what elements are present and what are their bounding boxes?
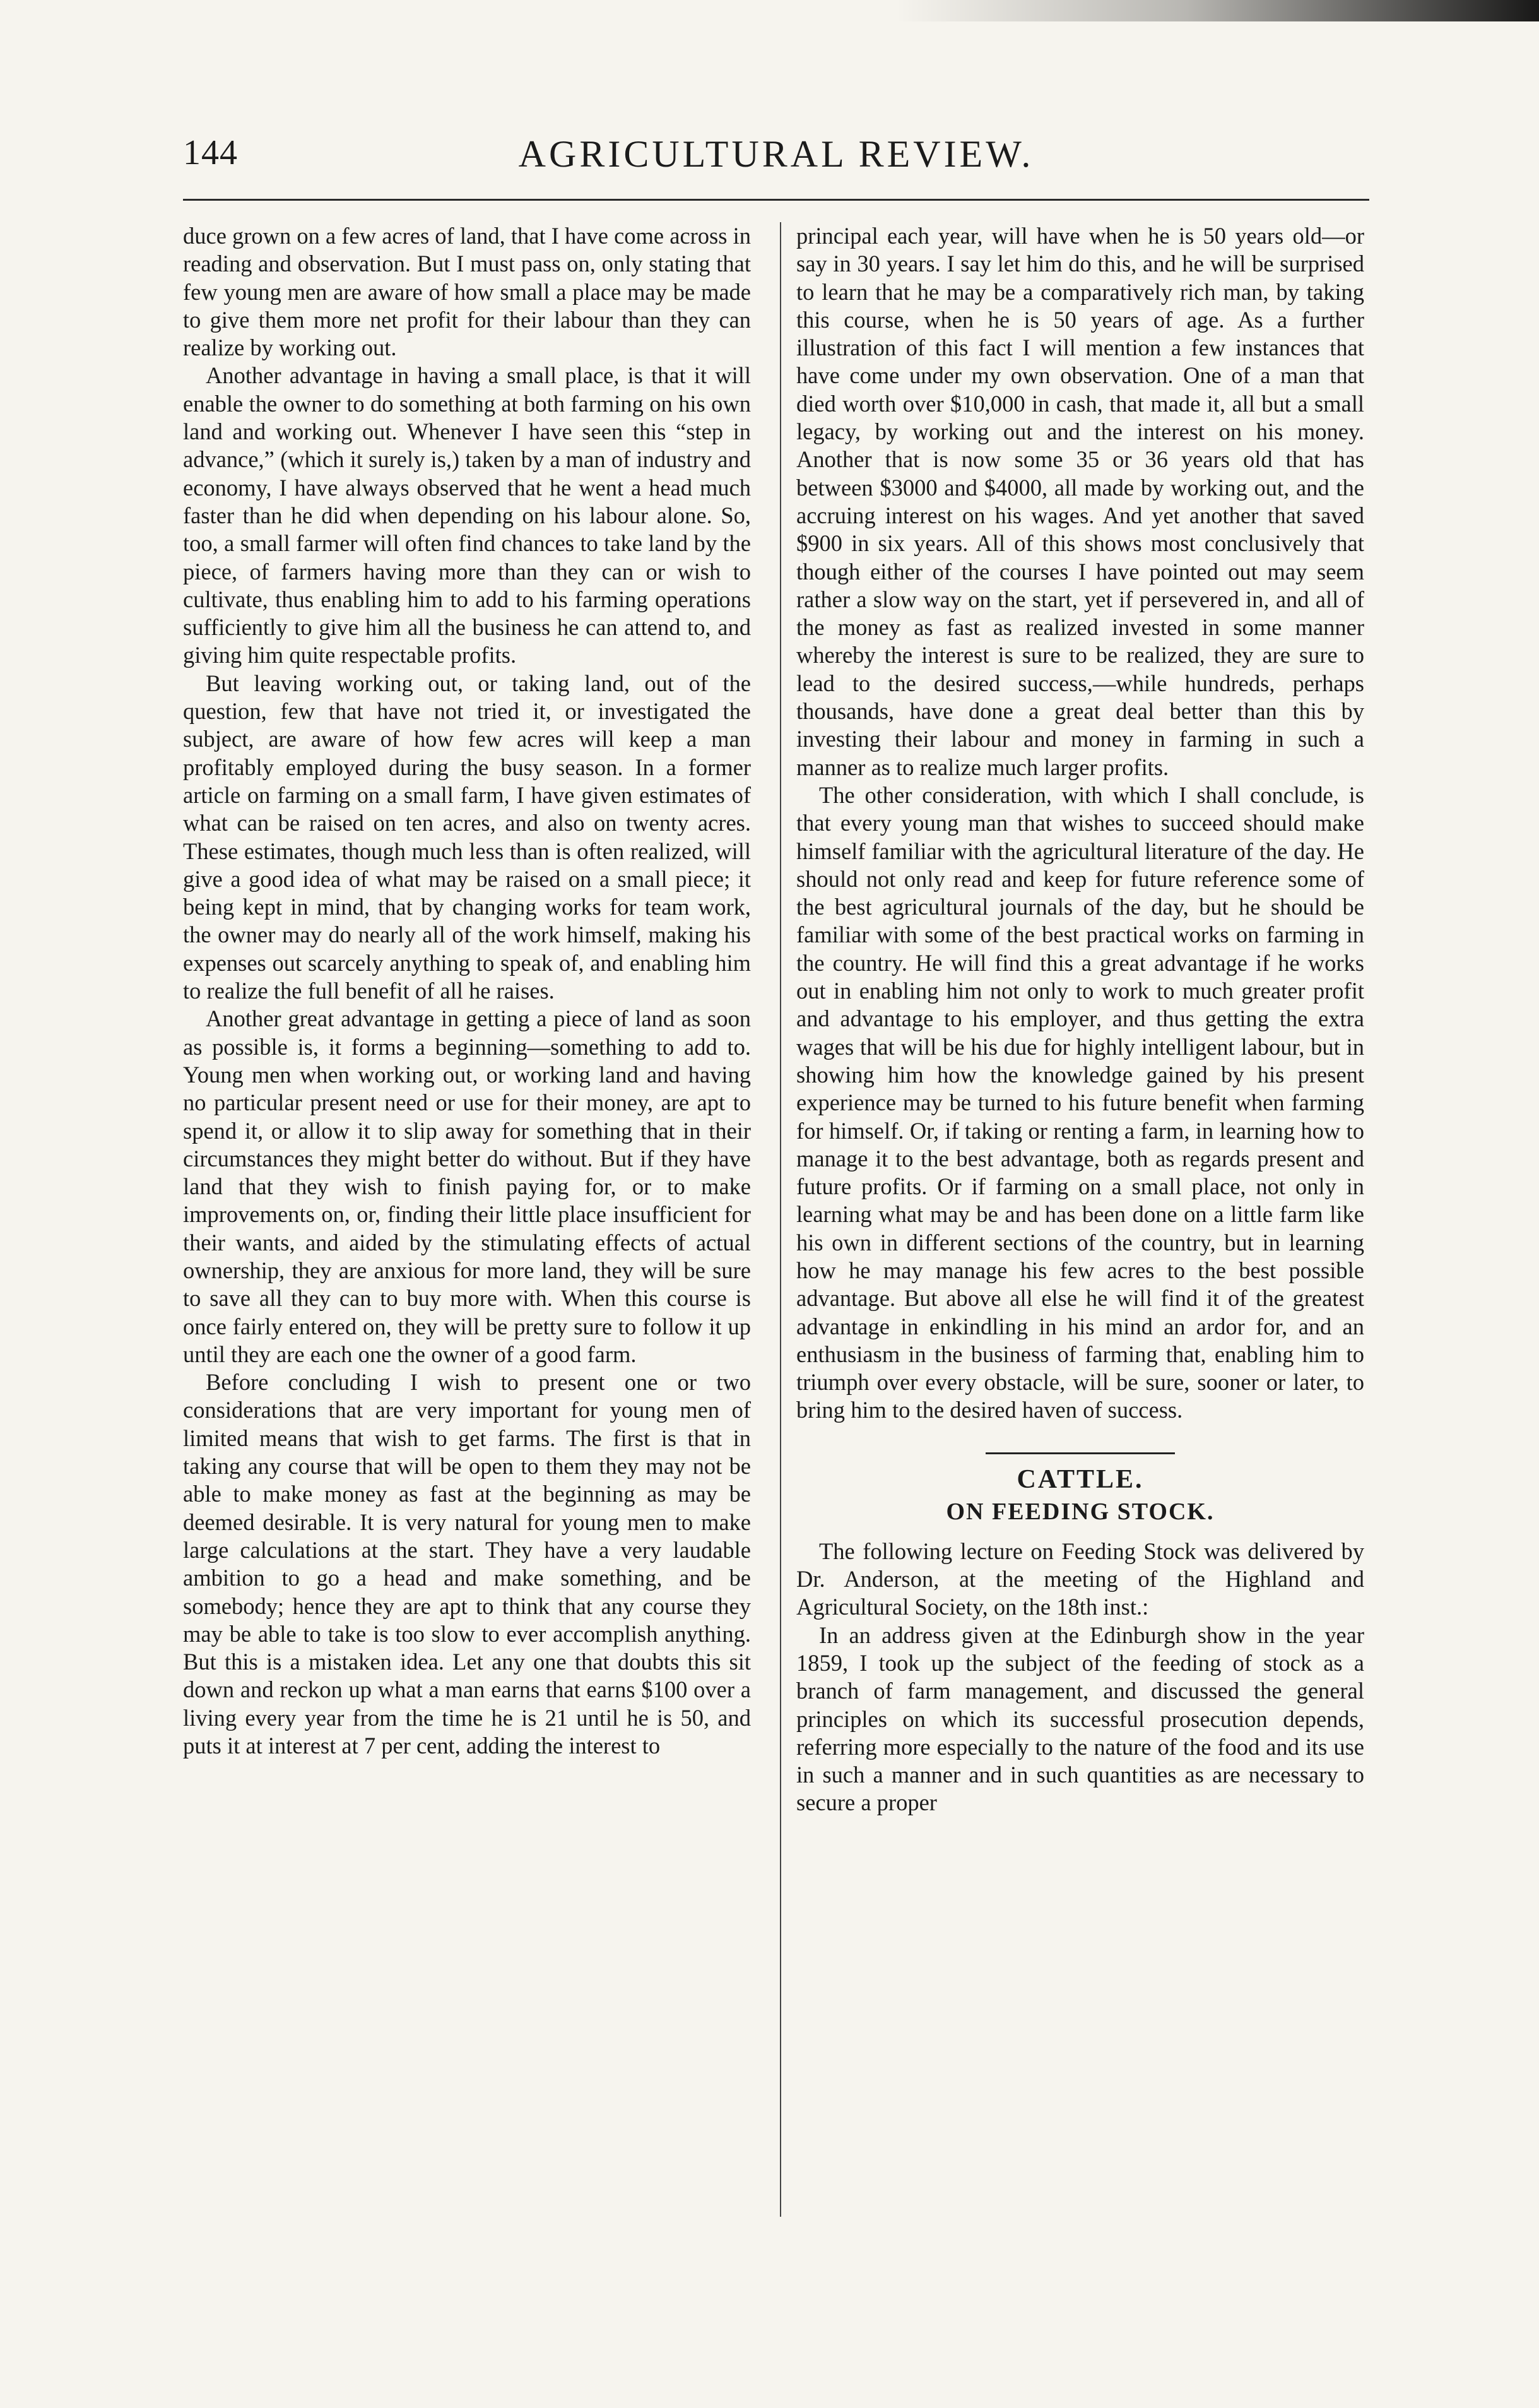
paragraph: The following lecture on Feeding Stock was delivered by Dr. Anderson, at the meeting of the Highland and Agricultural Society, on the 18th inst.: — [796, 1538, 1364, 1620]
page-number: 144 — [183, 133, 238, 172]
paragraph: Before concluding I wish to present one or two considerations that are very important for young men of limited means that wish to get farms. The first is that in taking any course that will be open to them they may not be able to make money as fast at the beginning as may be deemed desirable. It is very natural for young men to make large calculations at the start. They have a very laudable ambition to go a head and make something, and be somebody; hence they are apt to think that any course they may be able to take is too slow to ever accomplish anything. But this is a mistaken idea. Let any one that doubts this sit down and reckon up what a man earns that earns $100 over a living every year from the time he is 21 until he is 50, and puts it at interest at 7 per cent, adding the interest to — [183, 1369, 751, 1759]
paragraph: Another great advantage in getting a piece of land as soon as possible is, it forms a beginning—something to add to. Young men when working out, or working land and having no particular present need or use for their money, are apt to spend it, or allow it to slip away for something that in their circumstances they might better do without. But if they have land that they wish to finish paying for, or to make improvements on, or, finding their little place insufficient for their wants, and aided by the stimulating effects of actual ownership, they are anxious for more land, they will be sure to save all they can to buy more with. When this course is once fairly entered on, they will be pretty sure to follow it up until they are each one the owner of a good farm. — [183, 1005, 751, 1367]
section-subtitle: ON FEEDING STOCK. — [946, 1498, 1215, 1525]
paragraph: But leaving working out, or taking land, out of the question, few that have not tried it, or investigated the subject, are aware of how few acres will keep a man profitably employed during the busy season. In a former article on farming on a small farm, I have given estimates of what can be raised on ten acres, and also on twenty acres. These estimates, though much less than is often realized, will give a good idea of what may be raised on a small piece; it being kept in mind, that by changing works for team work, the owner may do nearly all of the work himself, making his expenses out scarcely anything to speak of, and enabling him to realize the full benefit of all he raises. — [183, 670, 751, 1004]
paragraph: duce grown on a few acres of land, that I have come across in reading and observation. But I must pass on, only stating that few young men are aware of how small a place may be made to give them more net profit for their labour than they can realize by working out. — [183, 223, 751, 361]
scan-smudge — [896, 0, 1539, 21]
paragraph: In an address given at the Edinburgh show in the year 1859, I took up the subject of the feeding of stock as a branch of farm management, and discussed the general principles on which its successful prosecution depends, referring more especially to the nature of the food and its use in such a manner and in such quantities as are necessary to secure a proper — [796, 1622, 1364, 1816]
right-column — [796, 222, 1364, 1817]
running-head — [183, 133, 1369, 189]
header-rule — [183, 199, 1369, 201]
paragraph: principal each year, will have when he is 50 years old—or say in 30 years. I say let him do this, and he will be surprised to learn that he may be a comparatively rich man, by taking this course, when he is 50 years of age. As a further illustration of this fact I will mention a few instances that have come under my own observation. One of a man that died worth over $10,000 in cash, that made it, all but a small legacy, by working out and the interest on his money. Another that is now some 35 or 36 years old that has between $3000 and $4000, all made by working out, and the accruing interest on his wages. And yet another that saved $900 in six years. All of this shows most conclusively that though either of the courses I have pointed out may seem rather a slow way on the start, yet if persevered in, and all of the money as fast as realized invested in some manner whereby the interest is sure to be realized, they are sure to lead to the desired success,—while hundreds, perhaps thousands, have done a great deal better than this by investing their labour and money in farming in such a manner as to realize much larger profits. — [796, 223, 1364, 780]
column-divider — [780, 222, 781, 2217]
running-title: AGRICULTURAL REVIEW. — [518, 133, 1034, 175]
paragraph: The other consideration, with which I shall conclude, is that every young man that wishes to succeed should make himself familiar with the agricultural literature of the day. He should not only read and keep for future reference some of the best agricultural journals of the day, but he should be familiar with some of the best practical works on farming in the country. He will find this a great advantage if he works out in enabling him not only to work to much greater profit and advantage to his employer, and thus getting the extra wages that will be his due for highly intelligent labour, but in showing him how the knowledge gained by his present experience may be turned to his future benefit when farming for himself. Or, if taking or renting a farm, in learning how to manage it to the best advantage, both as regards present and future profits. Or if farming on a small place, not only in learning what may be and has been done on a little farm like his own in different sections of the country, but in learning how he may manage his few acres to the best possible advantage. But above all else he will find it of the greatest advantage in enkindling in his mind an ardor for, and an enthusiasm in the business of farming that, enabling him to triumph over every obstacle, will be sure, sooner or later, to bring him to the desired haven of success. — [796, 781, 1364, 1423]
section-rule — [986, 1452, 1175, 1454]
paragraph: Another advantage in having a small place, is that it will enable the owner to do something at both farming on his own land and working out. Whenever I have seen this “step in advance,” (which it surely is,) taken by a man of industry and economy, I have always observed that he went a head much faster than he did when depending on his labour alone. So, too, a small farmer will often find chances to take land by the piece, of farmers having more than they can or wish to cultivate, thus enabling him to add to his farming operations sufficiently to give him all the business he can attend to, and giving him quite respectable profits. — [183, 362, 751, 668]
left-column — [183, 222, 751, 1760]
section-title: CATTLE. — [1017, 1464, 1144, 1494]
